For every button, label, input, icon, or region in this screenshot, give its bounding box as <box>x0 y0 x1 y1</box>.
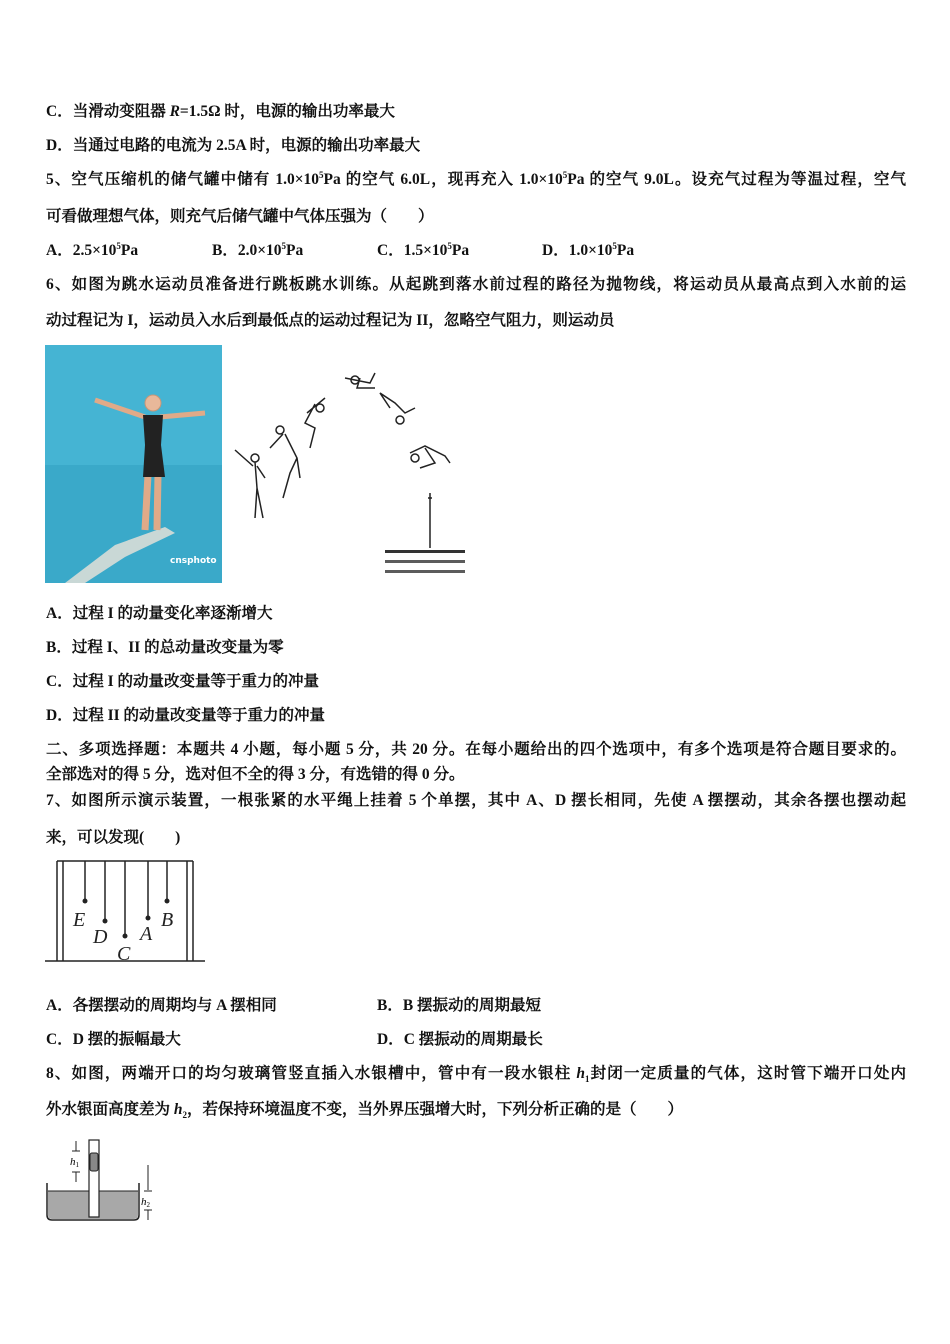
q5-option-a: A．$2.5\times 10^5Pa$ <box>46 241 139 259</box>
pendulum-label-b: B <box>161 909 174 931</box>
q5-stem-line1: 5、空气压缩机的储气罐中储有 $1.0\times 10^5Pa$ 的空气 6.0L，现再充入 $1.0\times 10^5Pa$ 的空气 9.0L。设充气过程为等温过程，空气 <box>46 170 906 188</box>
pendulum-label-d: D <box>93 926 108 948</box>
section2-instructions-line1: 二、多项选择题：本题共 4 小题，每小题 5 分，共 20 分。在每小题给出的四个选项中，有多个选项是符合题目要求的。 <box>46 741 906 758</box>
q4-option-c: C．当滑动变阻器 R=1.5Ω 时，电源的输出功率最大 <box>46 103 395 120</box>
pendulum-label-e: E <box>73 909 86 931</box>
q8-stem-line1: 8、如图，两端开口的均匀玻璃管竖直插入水银槽中，管中有一段水银柱 $h_1$封闭一定质量的气体，这时管下端开口处内 <box>46 1065 906 1085</box>
q5-stem-line2: 可看做理想气体，则充气后储气罐中气体压强为（ ） <box>46 208 434 225</box>
q5-option-d: D．$1.0\times 10^5Pa$ <box>542 241 635 259</box>
q6-option-a: A．过程 I 的动量变化率逐渐增大 <box>46 605 273 622</box>
q6-option-d: D．过程 II 的动量改变量等于重力的冲量 <box>46 707 326 724</box>
q7-stem-line2: 来，可以发现( ) <box>46 829 181 846</box>
q7-option-d: D．C 摆振动的周期最长 <box>377 1031 543 1048</box>
diver-photo <box>45 345 222 583</box>
q6-stem-line2: 动过程记为 I，运动员入水后到最低点的运动过程记为 II，忽略空气阻力，则运动员 <box>46 312 615 329</box>
q7-option-c: C．D 摆的振幅最大 <box>46 1031 181 1048</box>
h1-label: h1 <box>70 1156 79 1169</box>
diving-sequence-diagram <box>225 368 470 580</box>
h2-label: h2 <box>141 1196 150 1209</box>
section2-instructions-line2: 全部选对的得 5 分，选对但不全的得 3 分，有选错的得 0 分。 <box>46 766 465 783</box>
q4-option-d: D．当通过电路的电流为 2.5A 时，电源的输出功率最大 <box>46 137 421 154</box>
mercury-tube-diagram <box>44 1135 159 1225</box>
q5-option-b: B．$2.0\times 10^5Pa$ <box>212 241 304 259</box>
pendulum-label-a: A <box>140 923 153 945</box>
q7-option-a: A．各摆摆动的周期均与 A 摆相同 <box>46 997 277 1014</box>
q7-stem-line1: 7、如图所示演示装置，一根张紧的水平绳上挂着 5 个单摆，其中 A、D 摆长相同，先使 A 摆摆动，其余各摆也摆动起 <box>46 792 906 809</box>
photo-watermark: cnsphoto <box>170 556 217 566</box>
pendulum-label-c: C <box>117 943 131 965</box>
q6-option-b: B．过程 I、II 的总动量改变量为零 <box>46 639 284 656</box>
q6-option-c: C．过程 I 的动量改变量等于重力的冲量 <box>46 673 319 690</box>
q8-stem-line2: 外水银面高度差为 $h_2$，若保持环境温度不变，当外界压强增大时，下列分析正确的是（ ） <box>46 1101 684 1121</box>
pendulum-diagram <box>45 856 205 966</box>
q7-option-b: B．B 摆振动的周期最短 <box>377 997 542 1014</box>
q6-stem-line1: 6、如图为跳水运动员准备进行跳板跳水训练。从起跳到落水前过程的路径为抛物线，将运动员从最高点到入水前的运 <box>46 276 906 293</box>
q5-option-c: C．$1.5\times 10^5Pa$ <box>377 241 470 259</box>
